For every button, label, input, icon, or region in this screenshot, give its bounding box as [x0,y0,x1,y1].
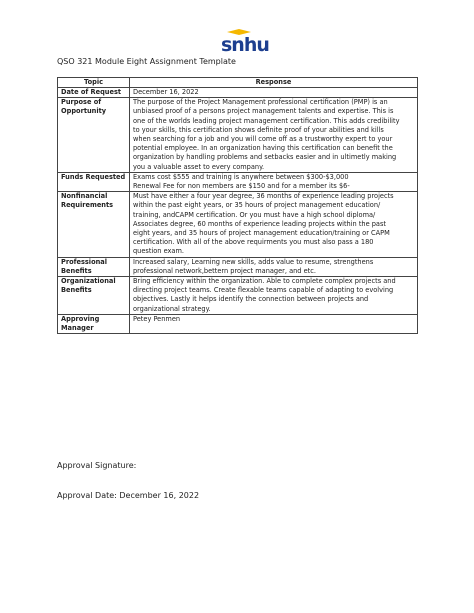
topic-cell [58,277,130,315]
response-cell [130,192,418,257]
response-line: directing project teams. Create flexable teams capable of adapting to evolving [133,286,394,295]
topic-cell [58,88,130,98]
response-line: unbiased proof of a persons project management talents and expertise. This is [133,107,394,116]
response-line: eight years, and 35 hours of project management education/training or CAPM [133,229,390,238]
topic-line: Manager [61,324,94,333]
table-row-organizational-benefits [58,277,418,315]
topic-line: Benefits [61,266,92,275]
topic-line: Funds Requested [61,172,126,181]
response-cell [130,98,418,173]
table-row-approving-manager [58,314,418,333]
topic-line: Approving [61,314,100,323]
response-line: professional network,bettern project manager, and etc. [133,266,316,275]
topic-line: Purpose of [61,98,102,107]
assignment-table [57,77,418,334]
response-line: to your skills, this certification shows definite proof of your abilities and kills [133,125,384,134]
response-line: Increased salary, Learning new skills, adds value to resume, strengthens [133,257,374,266]
response-cell [130,257,418,276]
response-line: Renewal Fee for non members are $150 and for a member its $6- [133,182,350,191]
topic-cell [58,257,130,276]
response-line: organization by handling problems and setbacks easier and in ultimetly making [133,153,397,162]
response-cell [130,277,418,315]
table-row-purpose-of-opportunity [58,98,418,173]
response-line: objectives. Lastly it helps identify the connection between projects and [133,295,369,304]
topic-line: Opportunity [61,107,107,116]
snhu-logo [221,29,269,59]
logo-text: snhu [221,34,269,56]
topic-line: Benefits [61,286,92,295]
table-row-date-of-request [58,88,418,98]
response-line: organizational strategy. [133,304,211,313]
topic-line: Organizational [61,277,116,286]
column-header-response: Response [130,78,418,88]
topic-cell [58,192,130,257]
response-line: training, andCAPM certification. Or you must have a high school diploma/ [133,210,376,219]
response-line: you a valuable asset to every company. [133,162,265,171]
response-cell [130,88,418,98]
table-row-professional-benefits [58,257,418,276]
topic-line: Professional [61,257,107,266]
response-line: certification. With all of the above requirments you must also pass a 180 [133,238,374,247]
response-line: Must have either a four year degree, 36 months of experience leading projects [133,192,394,201]
response-cell [130,314,418,333]
topic-line: Nonfinancial [61,192,108,201]
topic-line: Requirements [61,201,114,210]
table-row-funds-requested [58,172,418,191]
column-header-topic: Topic [58,78,130,88]
table-header-row [58,78,418,88]
response-line: December 16, 2022 [133,88,199,96]
document-title: QSO 321 Module Eight Assignment Template [57,57,236,66]
response-line: Petey Penmen [133,314,181,323]
topic-cell [58,172,130,191]
response-line: within the past eight years, or 35 hours of project management education/ [133,201,381,210]
response-line: Exams cost $555 and training is anywhere between $300-$3,000 [133,172,349,181]
response-cell [130,172,418,191]
response-line: potential employee. In an organization having this certification can benefit the [133,144,393,153]
topic-line: Date of Request [61,88,122,96]
topic-cell [58,314,130,333]
approval-signature-label: Approval Signature: [57,461,137,470]
topic-cell [58,98,130,173]
response-line: The purpose of the Project Management professional certification (PMP) is an [133,98,388,107]
table-row-nonfinancial-requirements [58,192,418,257]
response-line: question exam. [133,247,184,256]
response-line: Associates degree, 60 months of experience leading projects within the past [133,219,386,228]
response-line: Bring efficiency within the organization. Able to complete complex projects and [133,277,396,286]
response-line: when searching for a job and you will come off as a trustworthy expert to your [133,135,393,144]
approval-date: Approval Date: December 16, 2022 [57,491,200,500]
response-line: one of the worlds leading project management certification. This adds credibility [133,116,400,125]
